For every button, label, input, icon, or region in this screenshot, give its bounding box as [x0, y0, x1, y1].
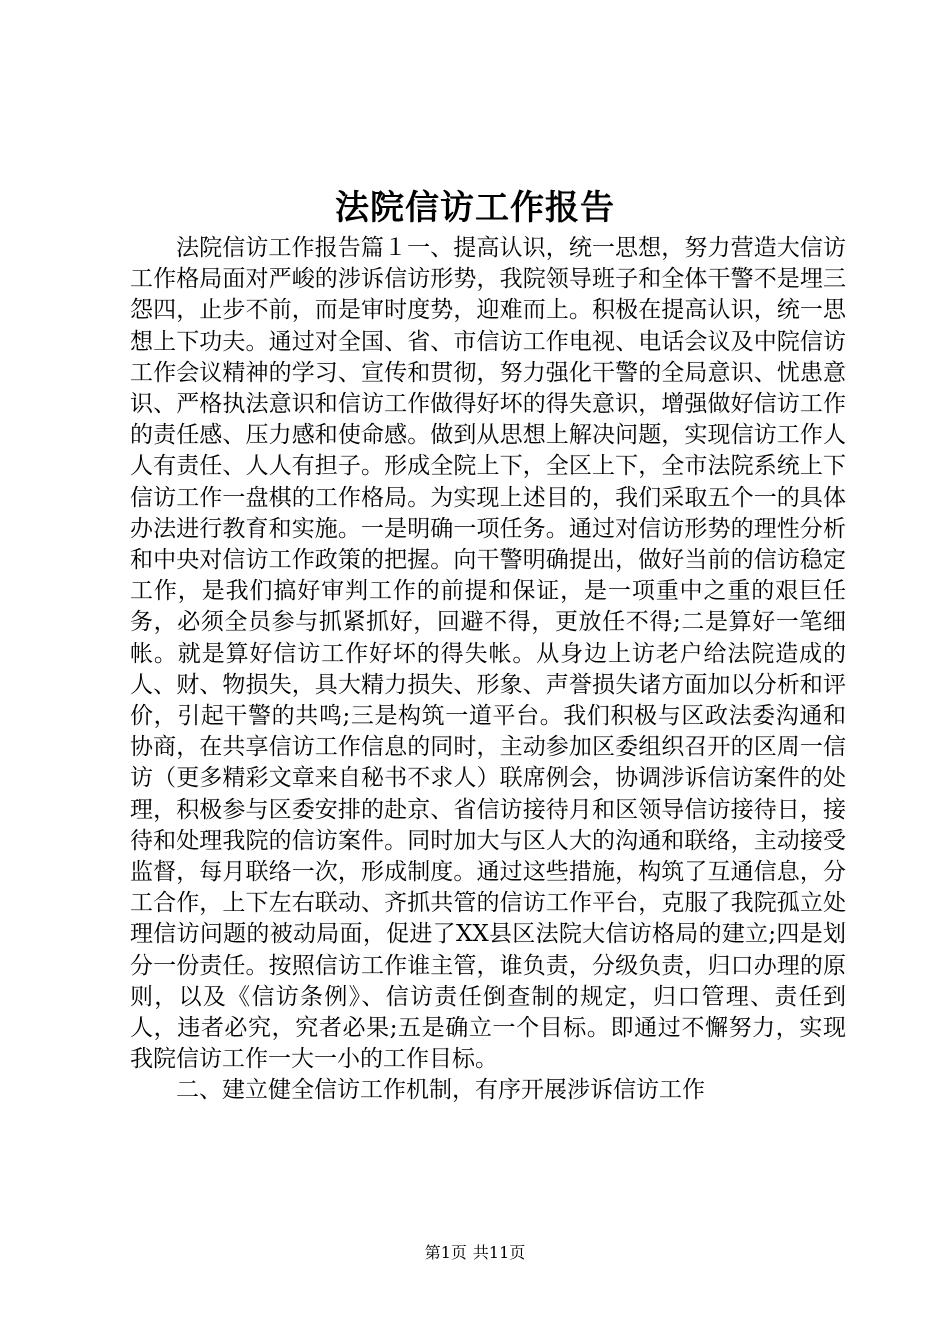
document-title: 法院信访工作报告	[335, 188, 615, 228]
paragraph-2: 二、建立健全信访工作机制，有序开展涉诉信访工作	[176, 1077, 705, 1104]
paragraph-1: 法院信访工作报告篇１一、提高认识，统一思想，努力营造大信访工作格局面对严峻的涉诉信访形势，我院领导班子和全体干警不是埋三怨四，止步不前，而是审时度势，迎难而上。积极在提高认识，统一思想上下功夫。通过对全国、省、市信访工作电视、电话会议及中院信访工作会议精神的学习、宣传和贯彻，努力强化干警的全局意识、忧患意识、严格执法意识和信访工作做得好坏的得失意识，增强做好信访工作的责任感、压力感和使命感。做到从思想上解决问题，实现信访工作人人有责任、人人有担子。形成全院上下，全区上下，全市法院系统上下信访工作一盘棋的工作格局。为实现上述目的，我们采取五个一的具体办法进行教育和实施。一是明确一项任务。通过对信访形势的理性分析和中央对信访工作政策的把握。向干警明确提出，做好当前的信访稳定工作，是我们搞好审判工作的前提和保证，是一项重中之重的艰巨任务，必须全员参与抓紧抓好，回避不得，更放任不得;二是算好一笔细帐。就是算好信访工作好坏的得失帐。从身边上访老户给法院造成的人、财、物损失，具大精力损失、形象、声誉损失诸方面加以分析和评价，引起干警的共鸣;三是构筑一道平台。我们积极与区政法委沟通和协商，在共享信访工作信息的同时，主动参加区委组织召开的区周一信访（更多精彩文章来自秘书不求人）联席例会，协调涉诉信访案件的处理，积极参与区委安排的赴京、省信访接待月和区领导信访接待日，接待和处理我院的信访案件。同时加大与区人大的沟通和联络，主动接受监督，每月联络一次，形成制度。通过这些措施，构筑了互通信息，分工合作，上下左右联动、齐抓共管的信访工作平台，克服了我院孤立处理信访问题的被动局面，促进了XX县区法院大信访格局的建立;四是划分一份责任。按照信访工作谁主管，谁负责，分级负责，归口办理的原则，以及《信访条例》、信访责任倒查制的规定，归口管理、责任到人，违者必究，究者必果;五是确立一个目标。即通过不懈努力，实现我院信访工作一大一小的工作目标。	[130, 235, 846, 1073]
page-number: 第1页	[424, 1243, 467, 1262]
document-body	[130, 233, 846, 1107]
page-total: 共11页	[472, 1243, 526, 1262]
page-footer	[0, 1242, 950, 1264]
